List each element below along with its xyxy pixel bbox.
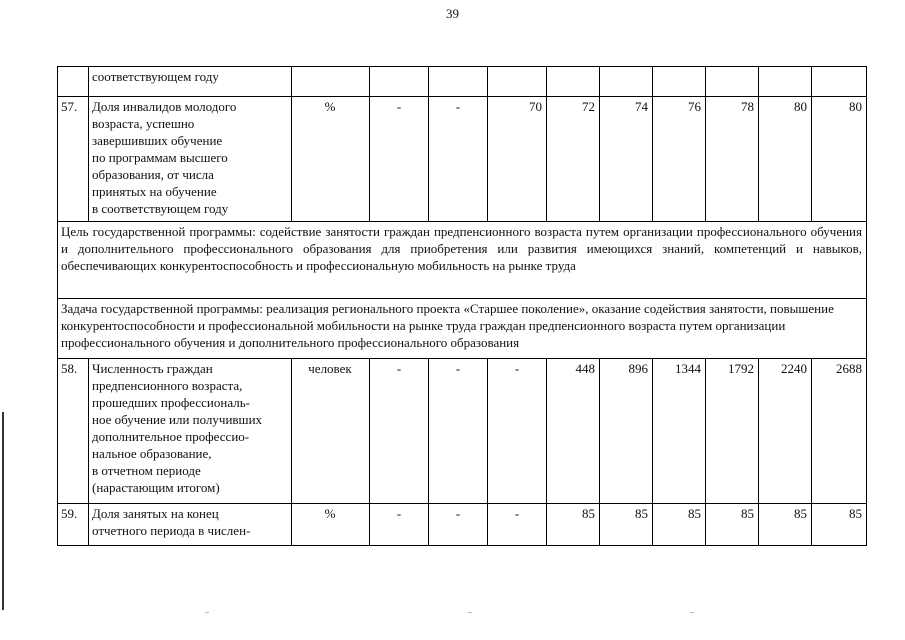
value-cell: 80: [759, 97, 812, 222]
value-cell: 85: [600, 504, 653, 546]
value-cell: -: [488, 359, 547, 504]
scan-artifact: [468, 612, 472, 613]
indicator-name: Численность граждан предпенсионного возраста, прошедших профессиональ- ное обучение или получивших дополнительное профессио- нальное образование, в отчетном периоде (нарастающим итогом): [89, 359, 292, 504]
value-cell: -: [370, 359, 429, 504]
value-cell: 76: [653, 97, 706, 222]
scan-artifact: [205, 612, 209, 613]
value-cell: 74: [600, 97, 653, 222]
row-number: 59.: [58, 504, 89, 546]
value-cell: 2240: [759, 359, 812, 504]
program-goal: Цель государственной программы: содействие занятости граждан предпенсионного возраста путем организации профессионального обучения и дополнительного профессионального образования для приобретения или развития имеющихся знаний, компетенций и навыков, обеспечивающих конкурентоспособность и профессиональную мобильность на рынке труда: [58, 222, 867, 299]
scan-margin-line: [2, 412, 4, 610]
value-cell: 448: [547, 359, 600, 504]
value-cell: 85: [653, 504, 706, 546]
table-row: [58, 222, 867, 299]
unit-cell: [292, 67, 370, 97]
scan-artifact: [690, 612, 694, 613]
value-cell: -: [370, 504, 429, 546]
indicators-table: [57, 66, 867, 546]
row-number: 58.: [58, 359, 89, 504]
value-cell: 896: [600, 359, 653, 504]
page-number: 39: [446, 6, 459, 21]
value-cell: -: [429, 97, 488, 222]
value-cell: 80: [812, 97, 867, 222]
indicator-name: Доля занятых на конец отчетного периода в числен-: [89, 504, 292, 546]
value-cell: 85: [812, 504, 867, 546]
value-cell: 72: [547, 97, 600, 222]
value-cell: 1344: [653, 359, 706, 504]
indicator-name: соответствующем году: [89, 67, 292, 97]
value-cell: 85: [706, 504, 759, 546]
row-number: 57.: [58, 97, 89, 222]
program-task: Задача государственной программы: реализация регионального проекта «Старшее поколение», оказание содействия занятости, повышение конкурентоспособности и профессиональной мобильности на рынке труда граждан предпенсионного возраста путем организации профессионального обучения и дополнительного профессионального образования: [58, 299, 867, 359]
value-cell: 70: [488, 97, 547, 222]
unit-cell: человек: [292, 359, 370, 504]
unit-cell: %: [292, 504, 370, 546]
value-cell: -: [429, 359, 488, 504]
table-row: [58, 97, 867, 222]
row-number: [58, 67, 89, 97]
value-cell: 1792: [706, 359, 759, 504]
value-cell: -: [488, 504, 547, 546]
value-cell: -: [429, 504, 488, 546]
value-cell: -: [370, 97, 429, 222]
table-row: [58, 359, 867, 504]
indicator-name: Доля инвалидов молодого возраста, успешно завершивших обучение по программам высшего образования, от числа принятых на обучение в соответствующем году: [89, 97, 292, 222]
unit-cell: %: [292, 97, 370, 222]
value-cell: 85: [759, 504, 812, 546]
table-row: [58, 67, 867, 97]
table-row: [58, 504, 867, 546]
value-cell: 78: [706, 97, 759, 222]
value-cell: 85: [547, 504, 600, 546]
value-cell: 2688: [812, 359, 867, 504]
table-row: [58, 299, 867, 359]
